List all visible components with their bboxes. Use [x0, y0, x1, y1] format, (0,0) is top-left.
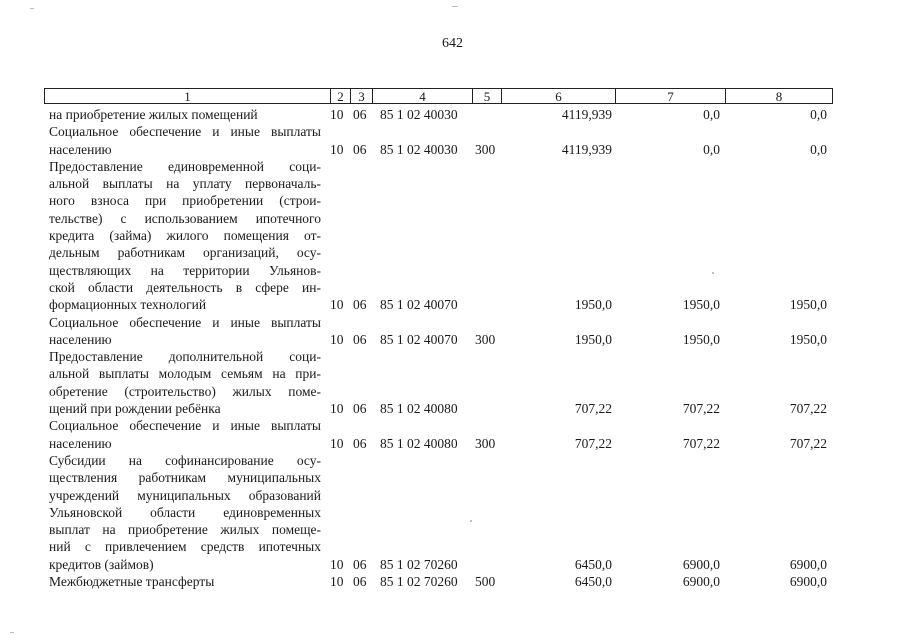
- row-description: [49, 106, 321, 123]
- target-article-code: 85 1 02 40080: [380, 435, 458, 451]
- amount-col-7: 1950,0: [682, 331, 720, 347]
- description-line: населению: [49, 331, 112, 347]
- amount-col-7: 6900,0: [682, 556, 720, 572]
- description-line: Социальное обеспечение и иные выплаты: [49, 314, 321, 330]
- table-row: [0, 106, 905, 123]
- scan-artifact: [470, 520, 472, 522]
- section-code: 10: [330, 435, 344, 451]
- description-line: кредитов (займов): [49, 556, 154, 572]
- description-line: Социальное обеспечение и иные выплаты: [49, 418, 321, 434]
- amount-col-6: 4119,939: [561, 141, 612, 157]
- header-col-5: 5: [472, 88, 502, 104]
- page-number: 642: [442, 36, 463, 51]
- table-row: [0, 348, 905, 417]
- description-line: альной выплаты на уплату первоначаль-: [49, 176, 321, 192]
- description-line: Предоставление единовременной соци-: [49, 158, 321, 174]
- header-col-7: 7: [615, 88, 726, 104]
- description-line: ществляющих на территории Ульянов-: [49, 262, 321, 278]
- header-col-6: 6: [501, 88, 616, 104]
- header-col-3: 3: [350, 88, 373, 104]
- description-line: формационных технологий: [49, 297, 207, 313]
- amount-col-6: 707,22: [574, 435, 612, 451]
- amount-col-6: 1950,0: [574, 297, 612, 313]
- subsection-code: 06: [353, 556, 367, 572]
- target-article-code: 85 1 02 40030: [380, 107, 458, 122]
- amount-col-8: 6900,0: [789, 556, 827, 572]
- scan-artifact: [30, 8, 34, 9]
- description-line: Ульяновской области единовременных: [49, 504, 321, 520]
- table-row: [0, 123, 905, 158]
- description-line: ного взноса при приобретении (строи-: [49, 193, 321, 209]
- amount-col-8: 0,0: [810, 107, 827, 122]
- description-line: дельным работникам организаций, осу-: [49, 245, 321, 261]
- subsection-code: 06: [353, 331, 367, 347]
- description-line: Социальное обеспечение и иные выплаты: [49, 124, 321, 140]
- description-line: тельстве) с использованием ипотечного: [49, 210, 321, 226]
- description-line: ществления работникам муниципальных: [49, 470, 321, 486]
- section-code: 10: [330, 401, 344, 417]
- subsection-code: 06: [353, 107, 367, 122]
- expense-type-code: 300: [475, 141, 496, 157]
- subsection-code: 06: [353, 401, 367, 417]
- header-col-8: 8: [725, 88, 833, 104]
- amount-col-6: 6450,0: [574, 574, 612, 590]
- table-row: [0, 573, 905, 590]
- description-line: ской области деятельность в сфере ин-: [49, 279, 321, 295]
- description-line: Субсидии на софинансирование осу-: [49, 453, 321, 468]
- section-code: 10: [330, 556, 344, 572]
- table-row: [0, 314, 905, 349]
- description-line: ний с привлечением средств ипотечных: [49, 539, 321, 555]
- subsection-code: 06: [353, 574, 367, 590]
- expense-type-code: 500: [475, 574, 496, 590]
- target-article-code: 85 1 02 40070: [380, 331, 458, 347]
- scan-artifact: [452, 6, 458, 7]
- row-description: [49, 314, 321, 349]
- table-row: [0, 452, 905, 573]
- section-code: 10: [330, 574, 344, 590]
- row-description: [49, 452, 321, 573]
- table-row: [0, 158, 905, 314]
- row-description: [49, 573, 321, 590]
- target-article-code: 85 1 02 40070: [380, 297, 458, 313]
- amount-col-7: 0,0: [703, 141, 720, 157]
- section-code: 10: [330, 331, 344, 347]
- description-line: населению: [49, 435, 112, 451]
- description-line: альной выплаты молодым семьям на при-: [49, 366, 321, 382]
- amount-col-7: 6900,0: [682, 574, 720, 590]
- header-col-4: 4: [372, 88, 473, 104]
- row-description: [49, 348, 321, 417]
- description-line: Межбюджетные трансферты: [49, 574, 215, 590]
- amount-col-8: 6900,0: [789, 574, 827, 590]
- row-description: [49, 417, 321, 452]
- expense-type-code: 300: [475, 331, 496, 347]
- amount-col-7: 1950,0: [682, 297, 720, 313]
- table-row: [0, 417, 905, 452]
- expense-type-code: 300: [475, 435, 496, 451]
- amount-col-6: 6450,0: [574, 556, 612, 572]
- amount-col-7: 707,22: [682, 401, 720, 417]
- target-article-code: 85 1 02 70260: [380, 556, 458, 572]
- description-line: населению: [49, 141, 112, 157]
- amount-col-8: 1950,0: [789, 331, 827, 347]
- amount-col-7: 707,22: [682, 435, 720, 451]
- header-col-2: 2: [330, 88, 351, 104]
- description-line: учреждений муниципальных образований: [49, 487, 321, 503]
- section-code: 10: [330, 297, 344, 313]
- amount-col-8: 707,22: [789, 435, 827, 451]
- description-line: щений при рождении ребёнка: [49, 401, 221, 417]
- scan-artifact: [712, 272, 714, 274]
- description-line: обретение (строительство) жилых поме-: [49, 383, 321, 399]
- scan-artifact: [10, 632, 14, 633]
- amount-col-7: 0,0: [703, 107, 720, 122]
- section-code: 10: [330, 107, 344, 122]
- target-article-code: 85 1 02 40030: [380, 141, 458, 157]
- amount-col-6: 4119,939: [561, 107, 612, 122]
- target-article-code: 85 1 02 70260: [380, 574, 458, 590]
- amount-col-6: 1950,0: [574, 331, 612, 347]
- amount-col-8: 0,0: [810, 141, 827, 157]
- amount-col-6: 707,22: [574, 401, 612, 417]
- row-description: [49, 123, 321, 158]
- target-article-code: 85 1 02 40080: [380, 401, 458, 417]
- row-description: [49, 158, 321, 314]
- description-line: на приобретение жилых помещений: [49, 107, 258, 122]
- description-line: выплат на приобретение жилых помеще-: [49, 522, 321, 538]
- description-line: кредита (займа) жилого помещения от-: [49, 228, 321, 244]
- description-line: Предоставление дополнительной соци-: [49, 349, 321, 365]
- subsection-code: 06: [353, 141, 367, 157]
- amount-col-8: 707,22: [789, 401, 827, 417]
- header-col-1: 1: [44, 88, 331, 104]
- subsection-code: 06: [353, 435, 367, 451]
- subsection-code: 06: [353, 297, 367, 313]
- section-code: 10: [330, 141, 344, 157]
- amount-col-8: 1950,0: [789, 297, 827, 313]
